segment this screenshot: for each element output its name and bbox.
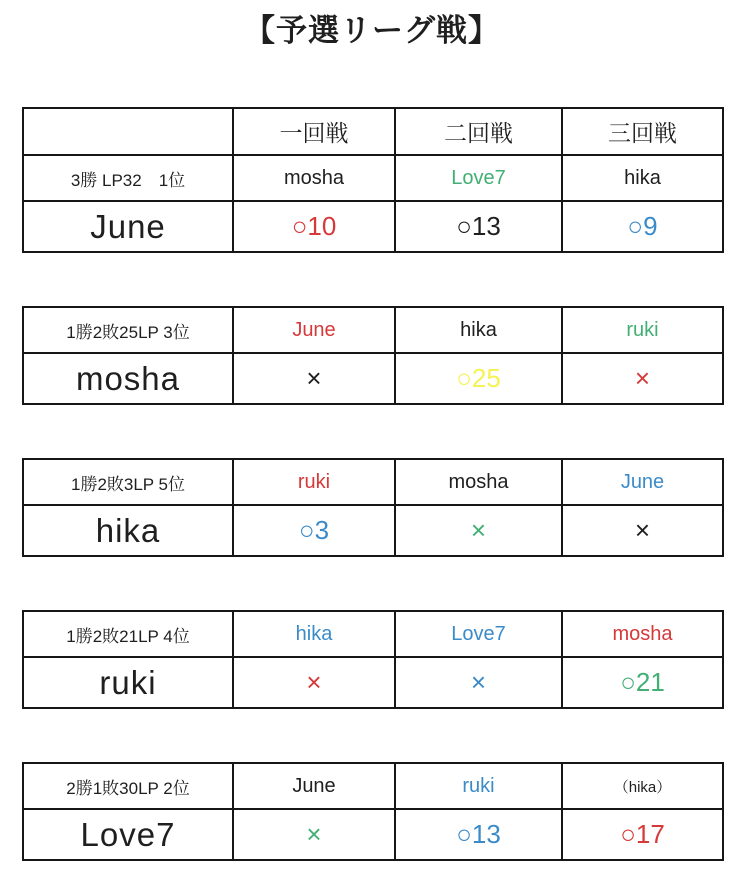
opponent-cell: June [562, 459, 723, 505]
player-name-cell: hika [23, 505, 233, 556]
opponent-cell: （hika） [562, 763, 723, 809]
results-row [23, 505, 723, 556]
result-cell: ○9 [562, 201, 723, 252]
result-cell: ○17 [562, 809, 723, 860]
opponents-row [23, 307, 723, 353]
opponent-cell: Love7 [395, 155, 562, 201]
results-row [23, 353, 723, 404]
opponent-cell: June [233, 307, 395, 353]
result-cell: ○25 [395, 353, 562, 404]
result-cell: ○3 [233, 505, 395, 556]
opponent-cell: hika [562, 155, 723, 201]
opponents-row [23, 459, 723, 505]
player-table-june [22, 107, 724, 253]
player-name-cell: Love7 [23, 809, 233, 860]
results-row [23, 201, 723, 252]
player-name-cell: ruki [23, 657, 233, 708]
stats-cell: 2勝1敗30LP 2位 [23, 763, 233, 809]
opponents-row [23, 611, 723, 657]
result-cell: ○13 [395, 809, 562, 860]
player-name-cell: mosha [23, 353, 233, 404]
opponents-row [23, 763, 723, 809]
result-cell: ○21 [562, 657, 723, 708]
opponent-cell: hika [395, 307, 562, 353]
round-header-1: 一回戦 [233, 108, 395, 155]
opponent-cell: ruki [562, 307, 723, 353]
stats-cell: 1勝2敗25LP 3位 [23, 307, 233, 353]
result-cell: × [562, 353, 723, 404]
result-cell: × [395, 657, 562, 708]
opponent-cell: hika [233, 611, 395, 657]
round-header-row [23, 108, 723, 155]
result-cell: × [562, 505, 723, 556]
stats-cell: 3勝 LP32 1位 [23, 155, 233, 201]
result-cell: × [395, 505, 562, 556]
result-cell: ○10 [233, 201, 395, 252]
page-title: 【予選リーグ戦】 [244, 13, 500, 48]
opponent-cell: ruki [233, 459, 395, 505]
result-cell: × [233, 809, 395, 860]
player-table-mosha [22, 306, 724, 405]
opponent-cell: ruki [395, 763, 562, 809]
opponent-cell: mosha [562, 611, 723, 657]
result-cell: ○13 [395, 201, 562, 252]
result-cell: × [233, 353, 395, 404]
round-header-2: 二回戦 [395, 108, 562, 155]
blank-corner-cell [23, 108, 233, 155]
opponent-cell: mosha [395, 459, 562, 505]
player-table-love7 [22, 762, 724, 861]
opponent-cell: June [233, 763, 395, 809]
result-cell: × [233, 657, 395, 708]
stats-cell: 1勝2敗3LP 5位 [23, 459, 233, 505]
round-header-3: 三回戦 [562, 108, 723, 155]
player-table-hika [22, 458, 724, 557]
results-row [23, 809, 723, 860]
results-row [23, 657, 723, 708]
player-name-cell: June [23, 201, 233, 252]
stats-cell: 1勝2敗21LP 4位 [23, 611, 233, 657]
opponents-row [23, 155, 723, 201]
opponent-cell: mosha [233, 155, 395, 201]
opponent-cell: Love7 [395, 611, 562, 657]
player-table-ruki [22, 610, 724, 709]
